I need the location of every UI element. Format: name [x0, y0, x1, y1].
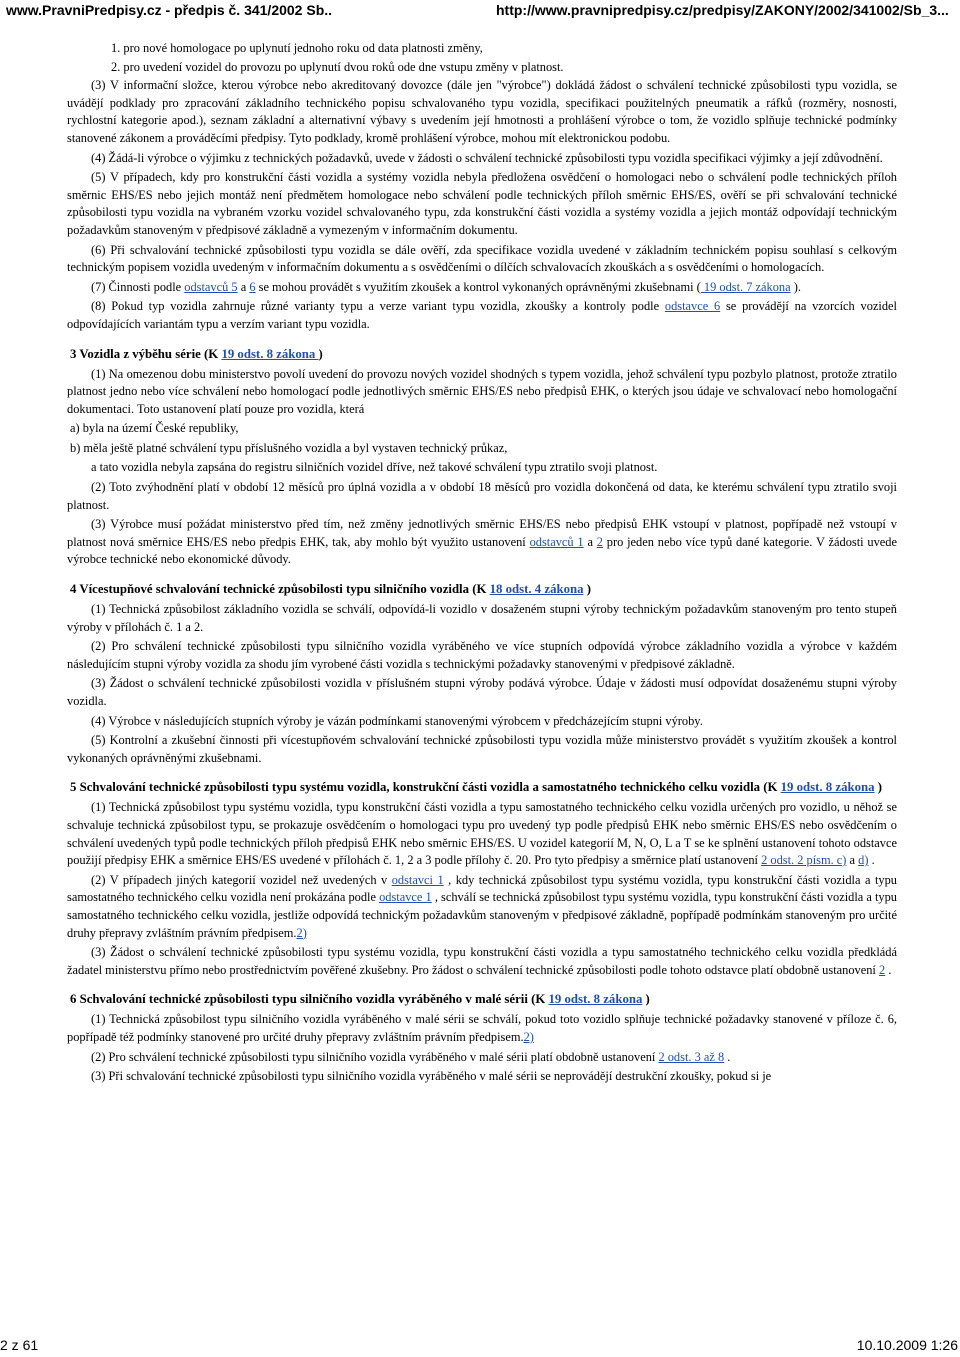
- header-site-title: www.PravniPredpisy.cz - předpis č. 341/2002 Sb..: [6, 2, 333, 18]
- link-2[interactable]: 2: [878, 962, 886, 977]
- section-4-heading: 4 Vícestupňové schvalování technické způsobilosti typu silničního vozidla (K 18 odst. 4 zákona ): [70, 582, 591, 597]
- paragraph-4-4: (4) Výrobce v následujících stupních výroby je vázán podmínkami stanovenými výrobcem v předcházejícím stupni výroby.: [91, 713, 703, 728]
- header-url[interactable]: http://www.pravnipredpisy.cz/predpisy/ZAKONY/2002/341002/Sb_3...: [496, 2, 949, 18]
- paragraph-5-3: (3) Žádost o schválení technické způsobilosti typu systému vozidla, typu konstrukční části vozidla a typu samostatného technického celku vozidla předkládá žadatel ministerstvu přímo nebo prostřednictvím pověřené zkušebny. Pro žádost o schválení technické způsobilosti podle tohoto odstavce platí obdobně ustanovení 2 .: [67, 945, 897, 977]
- link-odstavce-1[interactable]: odstavce 1: [379, 890, 432, 905]
- section-5-heading: 5 Schvalování technické způsobilosti typu systému vozidla, konstrukční části vozidla a samostatného technického celku vozidla (K 19 odst. 8 zákona ): [70, 780, 882, 795]
- page-footer: [0, 1335, 960, 1357]
- link-2-odst-3-az-8[interactable]: 2 odst. 3 až 8: [658, 1049, 725, 1064]
- paragraph-2-4: (4) Žádá-li výrobce o výjimku z technických požadavků, uvede v žádosti o schválení technické způsobilosti typu vozidla specifikaci výjimky a její zdůvodnění.: [91, 150, 883, 165]
- link-19-odst-7-zakona[interactable]: 19 odst. 7 zákona: [700, 279, 791, 294]
- paragraph-4-5: (5) Kontrolní a zkušební činnosti při vícestupňovém schvalování technické způsobilosti typu vozidla může ministerstvo provádět s využitím zkoušek a kontrol vykonaných oprávněnými zkušebnami.: [67, 733, 897, 765]
- paragraph-2-3: (3) V informační složce, kterou výrobce nebo akreditovaný dovozce (dále jen "výrobce") dokládá žádost o schválení technické způsobilosti typu vozidla, se uvádějí podklady pro zpracování základního technického popisu schvalovaného typu vozidla, specifikaci použitelných pneumatik a ráfků (rozměry, nosnosti, rychlostní kategorie apod.), seznam základní a alternativní výbavy s uvedením její hmotnosti a prohlášení výrobce o tom, že vozidlo splňuje technické podmínky stanovené zákonem a prováděcími předpisy. Tyto podklady, kromě prohlášení výrobce, mohou mít elektronickou podobu.: [67, 78, 897, 145]
- link-19-odst-8-zakona[interactable]: 19 odst. 8 zákona: [221, 346, 319, 361]
- link-odstavcu-5[interactable]: odstavců 5: [184, 279, 238, 294]
- list-item: 2. pro uvedení vozidel do provozu po uplynutí dvou roků ode dne vstupu změny v platnost.: [111, 59, 564, 74]
- paragraph-3-2: (2) Toto zvýhodnění platí v období 12 měsíců pro úplná vozidla a v období 18 měsíců pro vozidla dokončená od data, ke kterému schválení typu ztratilo svoji platnost.: [67, 480, 897, 512]
- list-item: a) byla na území České republiky,: [70, 421, 239, 436]
- paragraph-2-8: (8) Pokud typ vozidla zahrnuje různé varianty typu a verze variant typu vozidla, zkoušky a kontroly podle odstavce 6 se provádějí na vzorcích vozidel odpovídajících variantám typu a verzím variant typu vozidla.: [67, 299, 897, 331]
- link-odstavci-1[interactable]: odstavci 1: [391, 872, 444, 887]
- paragraph-5-1: (1) Technická způsobilost typu systému vozidla, typu konstrukční části vozidla a typu samostatného technického celku vozidla určených pro vozidlo, u něhož se schvaluje technická způsobilost typu, se prokazuje osvědčením o homologaci typu pro uvedený typ podle předpisů EHK nebo směrnic EHS/ES nebo osvědčením o schválení uvedených typů podle technických příloh předpisů EHK nebo směrnic EHS/ES. U vozidel kategorií M, N, O, L a T se ke splnění ustanovení tohoto odstavce použijí předpisy EHK a směrnice EHS/ES uvedené v přílohách č. 1, 2 a 3 podle přílohy č. 20. Pro tyto předpisy a směrnice platí ustanovení 2 odst. 2 písm. c) a d) .: [67, 800, 897, 868]
- link-d[interactable]: d): [858, 853, 869, 868]
- link-19-odst-8-zakona[interactable]: 19 odst. 8 zákona: [780, 780, 875, 795]
- footnote-ref-2[interactable]: 2): [523, 1029, 534, 1044]
- paragraph-6-3: (3) Při schvalování technické způsobilosti typu silničního vozidla vyráběného v malé sérii se neprovádějí destrukční zkoušky, pokud si je: [91, 1069, 772, 1084]
- footnote-ref-2[interactable]: 2): [296, 925, 307, 940]
- paragraph-3-1: (1) Na omezenou dobu ministerstvo povolí uvedení do provozu nových vozidel shodných s typem vozidla, jehož schválení typu pozbylo platnost, protože ztratilo platnost jedno nebo více schválení nebo homologací podle jednotlivých směrnic EHS/ES nebo předpisů EHK, o kterých jsou údaje ve schvalovací nebo homologační dokumentaci. Toto ustanovení platí pouze pro vozidla, která: [67, 366, 897, 416]
- page-number: 2 z 61: [0, 1337, 39, 1353]
- link-19-odst-8-zakona[interactable]: 19 odst. 8 zákona: [548, 992, 643, 1007]
- paragraph-2-6: (6) Při schvalování technické způsobilosti typu vozidla se dále ověří, zda specifikace vozidla uvedené v základním technickém popisu souhlasí s celkovým technickým popisem vozidla uvedeným v informačním dokumentu a s osvědčeními o dílčích schvalovacích zkouškách a s osvědčeními o homologacích.: [67, 242, 897, 275]
- list-item: b) měla ještě platné schválení typu příslušného vozidla a byl vystaven technický průkaz,: [70, 440, 508, 455]
- paragraph-4-1: (1) Technická způsobilost základního vozidla se schválí, odpovídá-li vozidlo v dosaženém stupni výroby technickým požadavkům stanoveným pro tento stupeň výroby v přílohách č. 1 a 2.: [67, 602, 897, 634]
- list-item: 1. pro nové homologace po uplynutí jednoho roku od data platnosti změny,: [111, 41, 483, 55]
- page-header: [0, 0, 960, 22]
- paragraph-4-2: (2) Pro schválení technické způsobilosti typu silničního vozidla vyráběného ve více stupních odpovídá výrobce základního vozidla a výrobce v každém následujícím stupni výroby vozidla za shodu jím vyrobené části vozidla s technickými požadavky stanovenými v předpisové základně.: [67, 639, 897, 671]
- paragraph-2-7: (7) Činnosti podle odstavců 5 a 6 se mohou provádět s využitím zkoušek a kontrol vykonaných oprávněnými zkušebnami ( 19 odst. 7 zákona ).: [91, 279, 801, 294]
- paragraph-5-2: (2) V případech jiných kategorií vozidel než uvedených v odstavci 1 , kdy technická způsobilost typu systému vozidla, typu konstrukční části vozidla a typu samostatného technického celku vozidla není prokázána podle odstavce 1 , schválí se technická způsobilost typu systému vozidla, typu konstrukční části vozidla a typu samostatného technického celku vozidla, jestliže odpovídá technickým požadavkům stanoveným v předpisové základně, popřípadě podmínkám stanoveným pro určité druhy přepravy zvláštním právním předpisem.2): [67, 872, 898, 940]
- link-odstavcu-1[interactable]: odstavců 1: [529, 534, 584, 549]
- link-2-odst-2-pism-c[interactable]: 2 odst. 2 písm. c): [761, 853, 847, 868]
- print-datetime: 10.10.2009 1:26: [856, 1337, 958, 1353]
- paragraph-6-1: (1) Technická způsobilost typu silničního vozidla vyráběného v malé sérii se schválí, pokud toto vozidlo splňuje technické požadavky stanovené v příloze č. 6, popřípadě též podmínky stanovené pro určité druhy přepravy zvláštním právním předpisem.2): [67, 1012, 897, 1044]
- link-2[interactable]: 2: [596, 534, 603, 549]
- paragraph-2-5: (5) V případech, kdy pro konstrukční části vozidla a systémy vozidla nebyla předložena osvědčení o homologaci nebo o schválení podle technických příloh směrnic EHS/ES nebo jejich montáž není předmětem homologace nebo schválení podle technických příloh směrnic EHS/ES, ověří se při schvalování technické způsobilosti typu vozidla na vybraném vzorku vozidel schvalovaného typu, zda konstrukční části vozidla a systémy vozidla a jejich montáž odpovídají technickým požadavkům stanoveným v předpisové základně a vymezeným v informačním dokumentu.: [67, 170, 897, 237]
- paragraph-6-2: (2) Pro schválení technické způsobilosti typu silničního vozidla vyráběného v malé sérii platí obdobně ustanovení 2 odst. 3 až 8 .: [91, 1049, 731, 1064]
- section-6-heading: 6 Schvalování technické způsobilosti typu silničního vozidla vyráběného v malé sérii (K 19 odst. 8 zákona ): [70, 992, 650, 1007]
- link-6[interactable]: 6: [249, 279, 256, 294]
- document-body: [67, 40, 897, 1088]
- paragraph-3-3: (3) Výrobce musí požádat ministerstvo před tím, než změny jednotlivých směrnic EHS/ES nebo předpisů EHK vstoupí v platnost, popřípadě než vstoupí v platnost nová směrnice EHS/ES nebo předpis EHK, tak, aby mohlo být využito ustanovení odstavců 1 a 2 pro jeden nebo více typů dané kategorie. V žádosti uvede výrobce technické nebo ekonomické důvody.: [67, 517, 897, 567]
- paragraph-3-1-cont: a tato vozidla nebyla zapsána do registru silničních vozidel dříve, než takové schválení typu ztratilo svoji platnost.: [91, 460, 658, 475]
- link-18-odst-4-zakona[interactable]: 18 odst. 4 zákona: [489, 582, 584, 597]
- paragraph-4-3: (3) Žádost o schválení technické způsobilosti vozidla v příslušném stupni výroby podává výrobce. Údaje v žádosti musí odpovídat dosaženému stupni výroby vozidla.: [67, 676, 897, 708]
- section-3-heading: 3 Vozidla z výběhu série (K 19 odst. 8 zákona ): [70, 346, 323, 361]
- link-odstavce-6[interactable]: odstavce 6: [664, 299, 721, 314]
